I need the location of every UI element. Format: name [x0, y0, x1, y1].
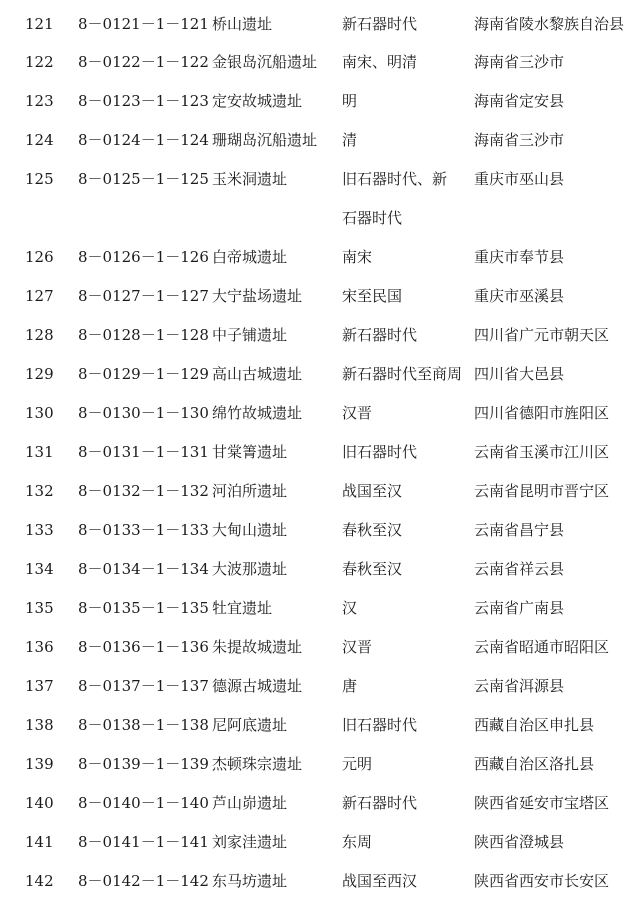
site-code: 8－0129－1－129 [78, 365, 209, 383]
site-name: 杰顿珠宗遗址 [212, 755, 303, 773]
table-row [0, 791, 640, 815]
site-code: 8－0132－1－132 [78, 482, 209, 500]
site-code: 8－0139－1－139 [78, 755, 209, 773]
site-era: 战国至汉 [342, 482, 403, 500]
table-row [0, 713, 640, 737]
row-number: 131 [25, 443, 54, 461]
row-number: 122 [25, 53, 54, 71]
row-number: 137 [25, 677, 54, 695]
site-name: 高山古城遗址 [212, 365, 303, 383]
site-location: 重庆市巫溪县 [474, 287, 565, 305]
site-name: 芦山峁遗址 [212, 794, 288, 812]
row-number: 126 [25, 248, 54, 266]
table-row [0, 12, 640, 36]
site-era: 汉 [342, 599, 358, 617]
site-location: 海南省定安县 [474, 92, 565, 110]
site-code: 8－0127－1－127 [78, 287, 209, 305]
site-era: 清 [342, 131, 358, 149]
site-era: 南宋、明清 [342, 53, 418, 71]
site-name: 甘棠箐遗址 [212, 443, 288, 461]
site-era: 汉晋 [342, 638, 373, 656]
table-row [0, 323, 640, 347]
site-location: 四川省德阳市旌阳区 [474, 404, 610, 422]
site-name: 德源古城遗址 [212, 677, 303, 695]
site-era: 春秋至汉 [342, 560, 403, 578]
site-era: 新石器时代 [342, 326, 418, 344]
site-era: 汉晋 [342, 404, 373, 422]
site-code: 8－0130－1－130 [78, 404, 209, 422]
row-number: 134 [25, 560, 54, 578]
site-location: 重庆市巫山县 [474, 170, 565, 188]
site-era: 东周 [342, 833, 373, 851]
row-number: 136 [25, 638, 54, 656]
row-number: 138 [25, 716, 54, 734]
site-location: 四川省大邑县 [474, 365, 565, 383]
site-code: 8－0134－1－134 [78, 560, 209, 578]
site-era: 新石器时代 [342, 794, 418, 812]
row-number: 141 [25, 833, 54, 851]
row-number: 124 [25, 131, 54, 149]
site-code: 8－0123－1－123 [78, 92, 209, 110]
table-row [0, 50, 640, 74]
site-code: 8－0122－1－122 [78, 53, 209, 71]
site-name: 大甸山遗址 [212, 521, 288, 539]
site-location: 云南省昌宁县 [474, 521, 565, 539]
table-row [0, 89, 640, 113]
site-era-continued: 石器时代 [342, 209, 403, 227]
row-number: 123 [25, 92, 54, 110]
table-row [0, 401, 640, 425]
site-name: 桥山遗址 [212, 15, 273, 33]
site-location: 重庆市奉节县 [474, 248, 565, 266]
table-row [0, 869, 640, 893]
site-era: 唐 [342, 677, 358, 695]
site-era: 战国至西汉 [342, 872, 418, 890]
site-code: 8－0137－1－137 [78, 677, 209, 695]
row-number: 128 [25, 326, 54, 344]
table-row [0, 674, 640, 698]
site-name: 珊瑚岛沉船遗址 [212, 131, 318, 149]
site-name: 大波那遗址 [212, 560, 288, 578]
site-name: 定安故城遗址 [212, 92, 303, 110]
table-row [0, 635, 640, 659]
site-location: 云南省洱源县 [474, 677, 565, 695]
table-row [0, 440, 640, 464]
row-number: 121 [25, 15, 54, 33]
site-name: 中子铺遗址 [212, 326, 288, 344]
row-number: 135 [25, 599, 54, 617]
site-era: 新石器时代 [342, 15, 418, 33]
table-row-continuation [0, 206, 640, 230]
table-row [0, 245, 640, 269]
site-era: 南宋 [342, 248, 373, 266]
site-location: 云南省昭通市昭阳区 [474, 638, 610, 656]
site-era: 明 [342, 92, 358, 110]
site-name: 朱提故城遗址 [212, 638, 303, 656]
row-number: 129 [25, 365, 54, 383]
table-row [0, 518, 640, 542]
table-row [0, 557, 640, 581]
row-number: 125 [25, 170, 54, 188]
table-row [0, 752, 640, 776]
table-row [0, 167, 640, 191]
site-name: 大宁盐场遗址 [212, 287, 303, 305]
row-number: 132 [25, 482, 54, 500]
site-location: 云南省广南县 [474, 599, 565, 617]
site-name: 白帝城遗址 [212, 248, 288, 266]
site-code: 8－0142－1－142 [78, 872, 209, 890]
site-era: 新石器时代至商周 [342, 365, 463, 383]
table-row [0, 479, 640, 503]
site-code: 8－0131－1－131 [78, 443, 209, 461]
site-era: 春秋至汉 [342, 521, 403, 539]
site-location: 西藏自治区洛扎县 [474, 755, 595, 773]
site-location: 云南省祥云县 [474, 560, 565, 578]
site-era: 旧石器时代、新 [342, 170, 448, 188]
row-number: 140 [25, 794, 54, 812]
site-name: 河泊所遗址 [212, 482, 288, 500]
site-location: 四川省广元市朝天区 [474, 326, 610, 344]
site-code: 8－0141－1－141 [78, 833, 209, 851]
site-code: 8－0136－1－136 [78, 638, 209, 656]
site-name: 绵竹故城遗址 [212, 404, 303, 422]
site-code: 8－0140－1－140 [78, 794, 209, 812]
site-code: 8－0135－1－135 [78, 599, 209, 617]
site-name: 尼阿底遗址 [212, 716, 288, 734]
table-row [0, 596, 640, 620]
site-code: 8－0138－1－138 [78, 716, 209, 734]
table-row [0, 284, 640, 308]
site-era: 旧石器时代 [342, 443, 418, 461]
site-code: 8－0125－1－125 [78, 170, 209, 188]
site-era: 旧石器时代 [342, 716, 418, 734]
site-era: 元明 [342, 755, 373, 773]
site-code: 8－0133－1－133 [78, 521, 209, 539]
table-row [0, 128, 640, 152]
table-row [0, 362, 640, 386]
table-row [0, 830, 640, 854]
site-era: 宋至民国 [342, 287, 403, 305]
site-location: 云南省昆明市晋宁区 [474, 482, 610, 500]
site-code: 8－0128－1－128 [78, 326, 209, 344]
site-location: 海南省陵水黎族自治县 [474, 15, 625, 33]
site-location: 云南省玉溪市江川区 [474, 443, 610, 461]
site-name: 刘家洼遗址 [212, 833, 288, 851]
site-location: 陕西省澄城县 [474, 833, 565, 851]
row-number: 133 [25, 521, 54, 539]
row-number: 139 [25, 755, 54, 773]
row-number: 130 [25, 404, 54, 422]
site-code: 8－0121－1－121 [78, 15, 209, 33]
site-name: 东马坊遗址 [212, 872, 288, 890]
site-location: 海南省三沙市 [474, 131, 565, 149]
site-name: 玉米洞遗址 [212, 170, 288, 188]
site-code: 8－0124－1－124 [78, 131, 209, 149]
row-number: 142 [25, 872, 54, 890]
site-location: 海南省三沙市 [474, 53, 565, 71]
site-location: 陕西省延安市宝塔区 [474, 794, 610, 812]
site-code: 8－0126－1－126 [78, 248, 209, 266]
site-name: 金银岛沉船遗址 [212, 53, 318, 71]
site-location: 陕西省西安市长安区 [474, 872, 610, 890]
site-name: 牡宜遗址 [212, 599, 273, 617]
site-location: 西藏自治区申扎县 [474, 716, 595, 734]
row-number: 127 [25, 287, 54, 305]
